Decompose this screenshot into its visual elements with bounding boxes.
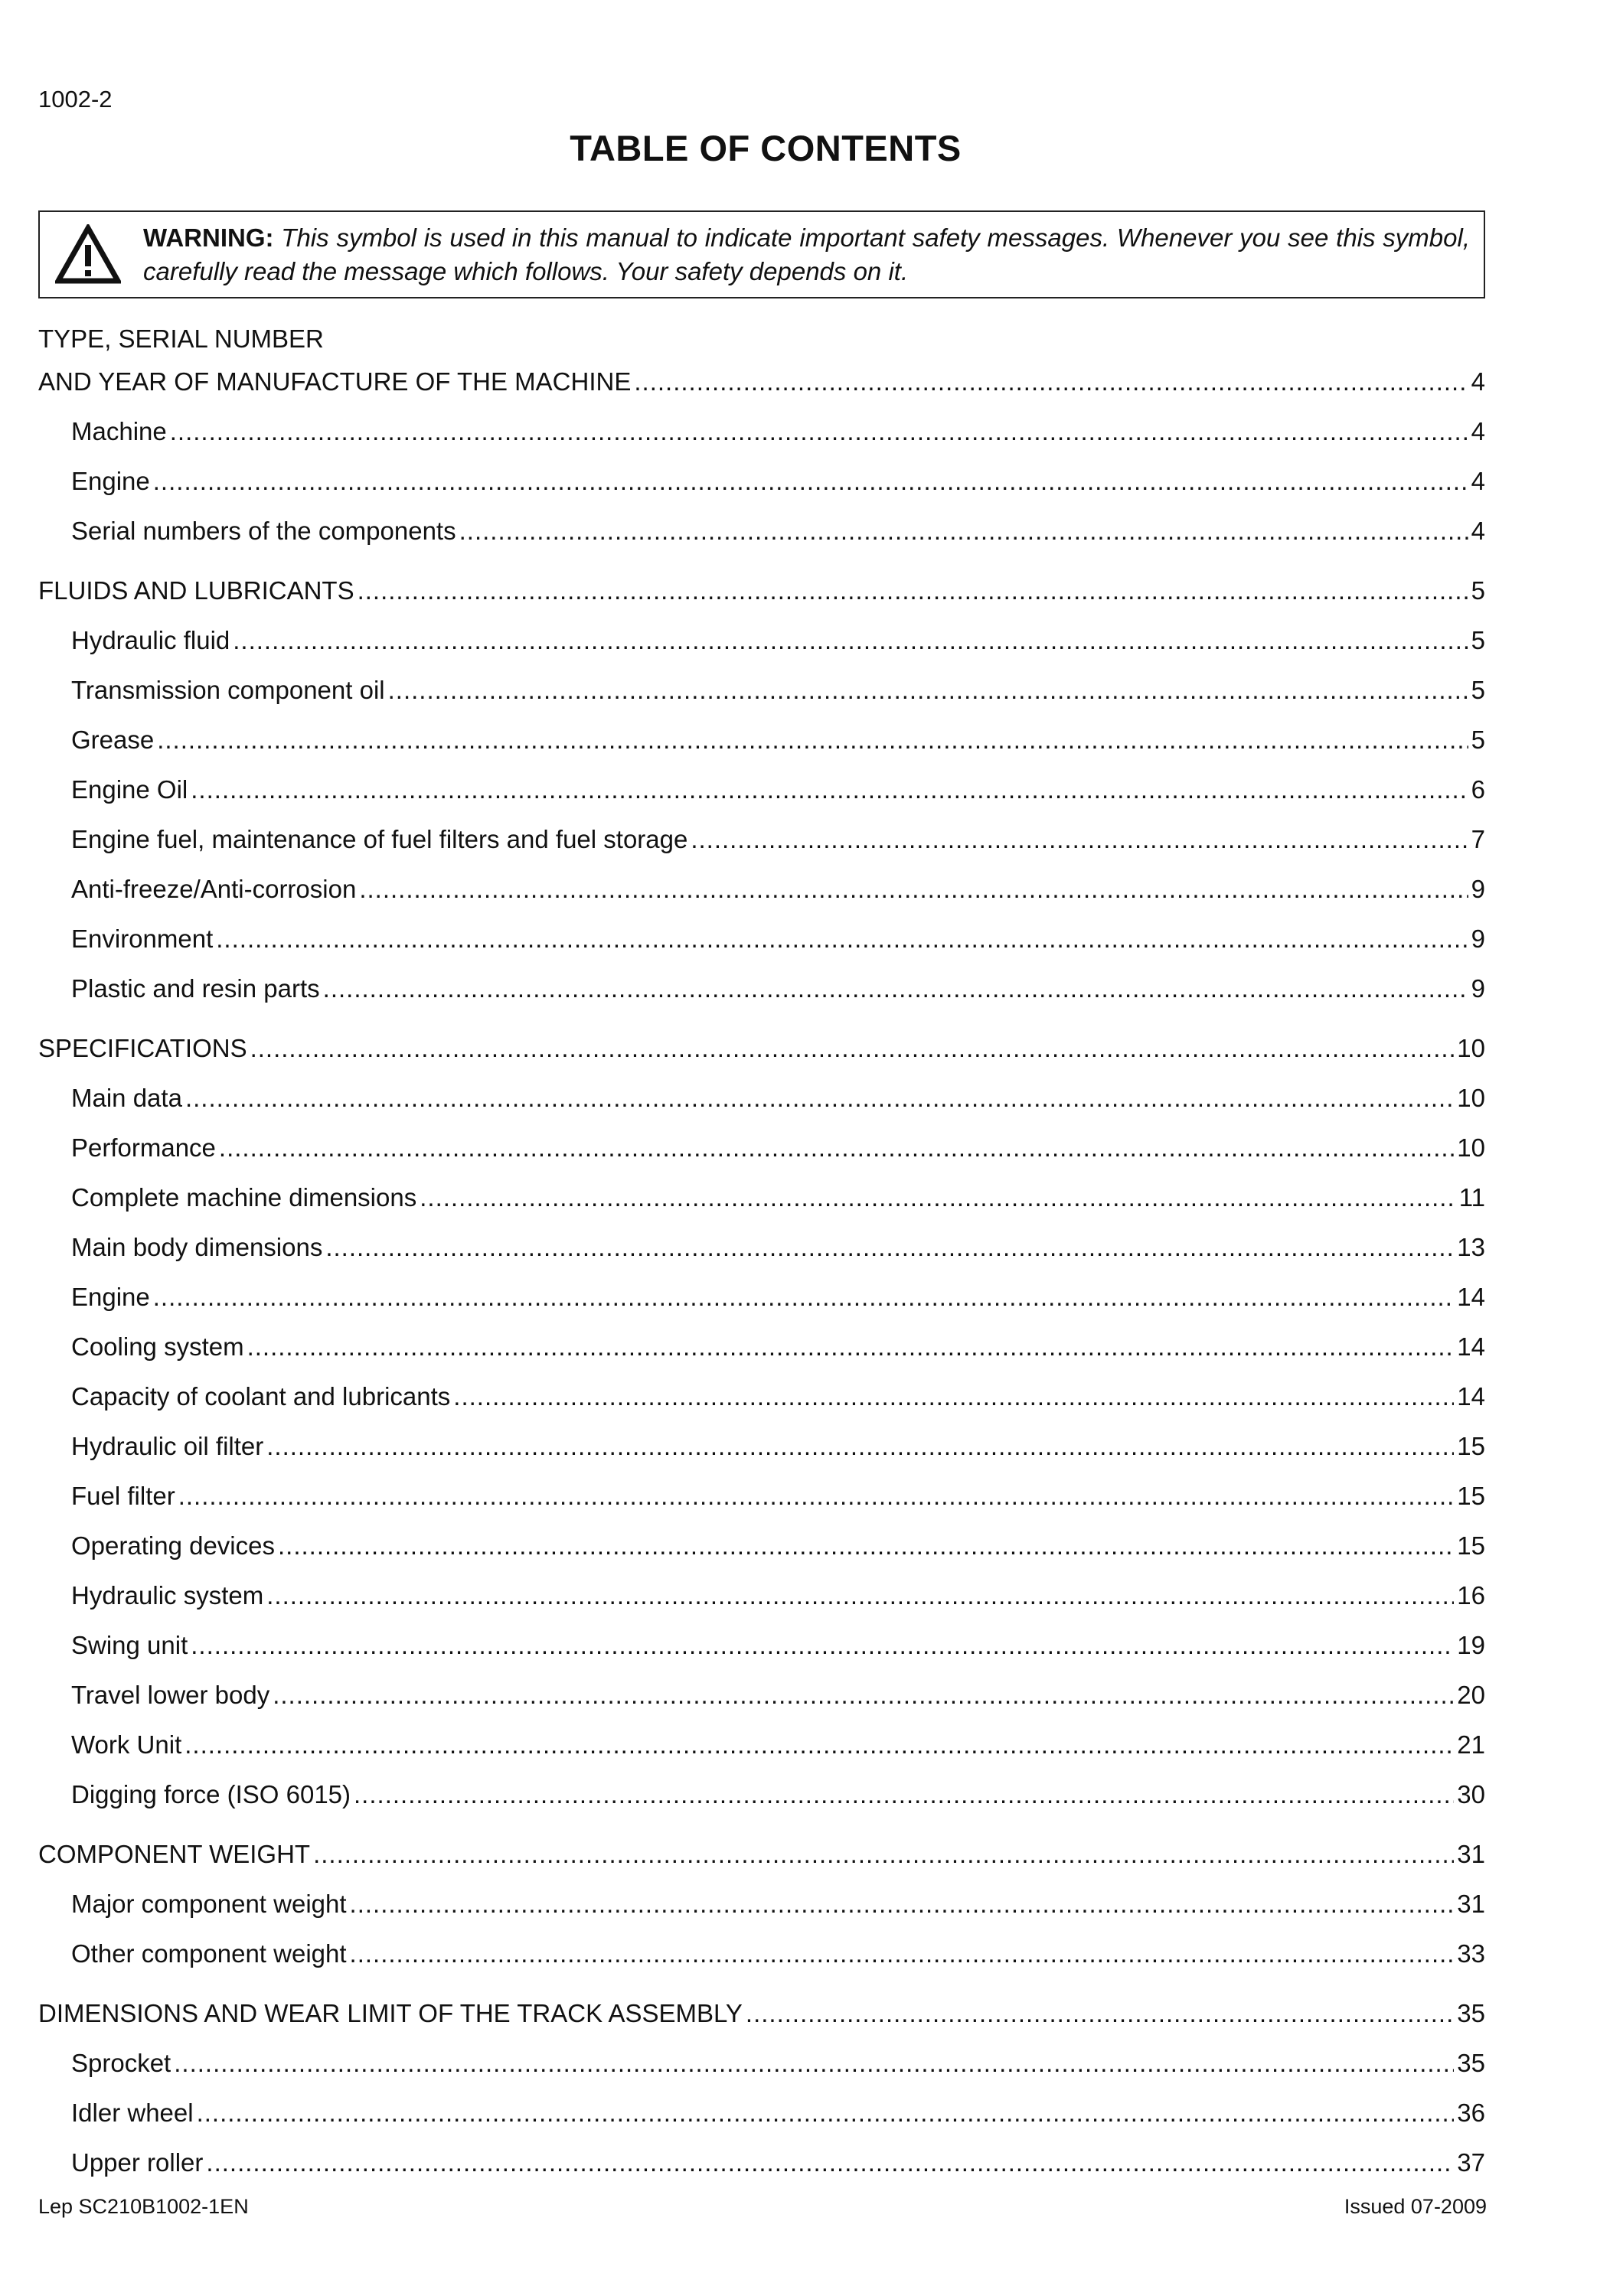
toc-entry-page: 14 xyxy=(1457,1283,1485,1311)
toc-subsection-entry[interactable] xyxy=(38,1172,1485,1222)
toc-leader-dots xyxy=(420,1172,1456,1222)
toc-subsection-entry[interactable] xyxy=(38,615,1485,665)
toc-entry-page: 6 xyxy=(1471,775,1485,804)
toc-subsection-entry[interactable] xyxy=(38,1471,1485,1521)
toc-entry-page: 15 xyxy=(1457,1531,1485,1560)
toc-entry-label: Environment xyxy=(71,925,214,953)
toc-entry-page: 7 xyxy=(1471,825,1485,853)
toc-leader-dots xyxy=(459,506,1468,556)
toc-subsection-entry[interactable] xyxy=(38,406,1485,456)
toc-subsection-entry[interactable] xyxy=(38,864,1485,914)
toc-leader-dots xyxy=(153,456,1468,506)
toc-leader-dots xyxy=(388,665,1468,715)
toc-leader-dots xyxy=(185,1720,1454,1769)
toc-leader-dots xyxy=(350,1879,1455,1929)
toc-subsection-entry[interactable] xyxy=(38,964,1485,1013)
toc-entry-label: Other component weight xyxy=(71,1939,347,1968)
toc-entry-page: 14 xyxy=(1457,1382,1485,1411)
warning-text: This symbol is used in this manual to indicate important safety messages. Whenever you see this symbol, carefully read the message which follows. Your safety depends on it. xyxy=(143,223,1470,285)
toc-leader-dots xyxy=(233,615,1468,665)
toc-entry-label: Machine xyxy=(71,417,167,445)
toc-entry-page: 11 xyxy=(1458,1183,1485,1212)
toc-leader-dots xyxy=(206,2138,1454,2187)
toc-subsection-entry[interactable] xyxy=(38,506,1485,556)
toc-subsection-entry[interactable] xyxy=(38,715,1485,765)
toc-entry-label: FLUIDS AND LUBRICANTS xyxy=(38,576,354,605)
toc-entry-page: 33 xyxy=(1457,1939,1485,1968)
warning-message xyxy=(143,221,1470,289)
toc-entry-label: Work Unit xyxy=(71,1730,182,1759)
toc-leader-dots xyxy=(634,357,1468,406)
toc-entry-page: 5 xyxy=(1471,726,1485,754)
toc-entry-page: 4 xyxy=(1471,367,1485,396)
toc-entry-page: 4 xyxy=(1471,467,1485,495)
toc-subsection-entry[interactable] xyxy=(38,1720,1485,1769)
toc-section-entry[interactable] xyxy=(38,1023,1485,1073)
toc-leader-dots xyxy=(313,1829,1454,1879)
toc-entry-page: 30 xyxy=(1457,1780,1485,1808)
toc-entry-label: Swing unit xyxy=(71,1631,188,1659)
toc-entry-page: 36 xyxy=(1457,2099,1485,2127)
toc-entry-page: 13 xyxy=(1457,1233,1485,1261)
toc-section-entry[interactable] xyxy=(38,357,1485,406)
toc-subsection-entry[interactable] xyxy=(38,914,1485,964)
toc-subsection-entry[interactable] xyxy=(38,1620,1485,1670)
toc-entry-page: 15 xyxy=(1457,1482,1485,1510)
toc-entry-page: 5 xyxy=(1471,626,1485,654)
toc-entry-label: Engine fuel, maintenance of fuel filters and fuel storage xyxy=(71,825,688,853)
toc-leader-dots xyxy=(358,566,1468,615)
toc-entry-page: 9 xyxy=(1471,925,1485,953)
toc-subsection-entry[interactable] xyxy=(38,1570,1485,1620)
toc-entry-page: 31 xyxy=(1457,1840,1485,1868)
toc-subsection-entry[interactable] xyxy=(38,1073,1485,1123)
toc-leader-dots xyxy=(197,2088,1455,2138)
document-code: Lep SC210B1002-1EN xyxy=(38,2195,249,2218)
toc-subsection-entry[interactable] xyxy=(38,1521,1485,1570)
toc-entry-page: 35 xyxy=(1457,1999,1485,2027)
toc-entry-label: Serial numbers of the components xyxy=(71,517,456,545)
toc-subsection-entry[interactable] xyxy=(38,1929,1485,1978)
toc-leader-dots xyxy=(453,1371,1454,1421)
toc-leader-dots xyxy=(266,1421,1454,1471)
toc-subsection-entry[interactable] xyxy=(38,1371,1485,1421)
toc-leader-dots xyxy=(153,1272,1455,1322)
toc-entry-label: Hydraulic fluid xyxy=(71,626,230,654)
toc-entry-page: 10 xyxy=(1457,1084,1485,1112)
toc-leader-dots xyxy=(691,814,1468,864)
toc-leader-dots xyxy=(266,1570,1454,1620)
toc-entry-label: Complete machine dimensions xyxy=(71,1183,417,1212)
toc-entry-label: Transmission component oil xyxy=(71,676,385,704)
toc-entry-label: Idler wheel xyxy=(71,2099,194,2127)
page-title: TABLE OF CONTENTS xyxy=(570,128,962,168)
toc-leader-dots xyxy=(323,964,1468,1013)
toc-leader-dots xyxy=(216,914,1468,964)
warning-triangle-icon xyxy=(55,224,121,285)
toc-entry-label: Operating devices xyxy=(71,1531,275,1560)
toc-entry-page: 4 xyxy=(1471,517,1485,545)
toc-entry-label: Performance xyxy=(71,1133,216,1162)
toc-entry-page: 10 xyxy=(1457,1133,1485,1162)
toc-entry-page: 10 xyxy=(1457,1034,1485,1062)
toc-entry-label: Plastic and resin parts xyxy=(71,974,320,1003)
toc-entry-label: Fuel filter xyxy=(71,1482,175,1510)
toc-entries xyxy=(38,357,1485,2187)
toc-entry-label: Engine xyxy=(71,1283,150,1311)
toc-subsection-entry[interactable] xyxy=(38,2138,1485,2187)
toc-subsection-entry[interactable] xyxy=(38,1421,1485,1471)
toc-entry-label: Travel lower body xyxy=(71,1681,270,1709)
toc-entry-label: Hydraulic system xyxy=(71,1581,264,1609)
toc-leader-dots xyxy=(191,1620,1454,1670)
toc-subsection-entry[interactable] xyxy=(38,665,1485,715)
toc-subsection-entry[interactable] xyxy=(38,2088,1485,2138)
toc-subsection-entry[interactable] xyxy=(38,456,1485,506)
toc-leader-dots xyxy=(157,715,1468,765)
toc-section-entry[interactable] xyxy=(38,566,1485,615)
toc-leader-dots xyxy=(174,2038,1454,2088)
toc-leader-dots xyxy=(325,1222,1454,1272)
toc-entry-page: 21 xyxy=(1457,1730,1485,1759)
toc-entry-page: 31 xyxy=(1457,1890,1485,1918)
toc-subsection-entry[interactable] xyxy=(38,2038,1485,2088)
page-number: 1002-2 xyxy=(38,86,113,113)
toc-entry-page: 9 xyxy=(1471,974,1485,1003)
issue-date: Issued 07-2009 xyxy=(1344,2195,1487,2218)
toc-leader-dots xyxy=(354,1769,1454,1819)
toc-entry-label: Sprocket xyxy=(71,2049,171,2077)
warning-label: WARNING: xyxy=(143,223,274,252)
toc-entry-label: Grease xyxy=(71,726,155,754)
toc-leader-dots xyxy=(247,1322,1455,1371)
toc-leader-dots xyxy=(746,1988,1454,2038)
toc-entry-page: 35 xyxy=(1457,2049,1485,2077)
toc-entry-label: Upper roller xyxy=(71,2148,204,2177)
toc-entry-label: DIMENSIONS AND WEAR LIMIT OF THE TRACK ASSEMBLY xyxy=(38,1999,743,2027)
toc-entry-label: Digging force (ISO 6015) xyxy=(71,1780,351,1808)
toc-leader-dots xyxy=(185,1073,1454,1123)
toc-subsection-entry[interactable] xyxy=(38,765,1485,814)
toc-subsection-entry[interactable] xyxy=(38,1123,1485,1172)
toc-leader-dots xyxy=(359,864,1468,914)
toc-entry-label: Engine xyxy=(71,467,150,495)
warning-box xyxy=(38,210,1485,298)
toc-leader-dots xyxy=(178,1471,1455,1521)
toc-entry-page: 15 xyxy=(1457,1432,1485,1460)
toc-entry-label: Capacity of coolant and lubricants xyxy=(71,1382,451,1411)
toc-entry-label: COMPONENT WEIGHT xyxy=(38,1840,311,1868)
toc-entry-page: 4 xyxy=(1471,417,1485,445)
toc-subsection-entry[interactable] xyxy=(38,1879,1485,1929)
toc-entry-page: 20 xyxy=(1457,1681,1485,1709)
toc-entry-label: AND YEAR OF MANUFACTURE OF THE MACHINE xyxy=(38,367,632,396)
toc-entry-label: Major component weight xyxy=(71,1890,347,1918)
toc-entry-page: 19 xyxy=(1457,1631,1485,1659)
toc-entry-label: SPECIFICATIONS xyxy=(38,1034,247,1062)
toc-entry-page: 5 xyxy=(1471,576,1485,605)
toc-heading-line: TYPE, SERIAL NUMBER xyxy=(38,325,324,353)
table-of-contents xyxy=(38,321,1485,2187)
toc-subsection-entry[interactable] xyxy=(38,1222,1485,1272)
toc-subsection-entry[interactable] xyxy=(38,814,1485,864)
toc-subsection-entry[interactable] xyxy=(38,1670,1485,1720)
toc-section-entry[interactable] xyxy=(38,1829,1485,1879)
toc-entry-label: Hydraulic oil filter xyxy=(71,1432,264,1460)
toc-subsection-entry[interactable] xyxy=(38,1322,1485,1371)
toc-entry-label: Cooling system xyxy=(71,1332,244,1361)
toc-entry-label: Main data xyxy=(71,1084,182,1112)
toc-entry-label: Main body dimensions xyxy=(71,1233,323,1261)
toc-entry-page: 5 xyxy=(1471,676,1485,704)
toc-entry-label: Anti-freeze/Anti-corrosion xyxy=(71,875,357,903)
toc-entry-label: Engine Oil xyxy=(71,775,188,804)
toc-leader-dots xyxy=(278,1521,1454,1570)
toc-subsection-entry[interactable] xyxy=(38,1272,1485,1322)
toc-subsection-entry[interactable] xyxy=(38,1769,1485,1819)
toc-leader-dots xyxy=(273,1670,1454,1720)
toc-entry-page: 37 xyxy=(1457,2148,1485,2177)
toc-entry-page: 9 xyxy=(1471,875,1485,903)
toc-leader-dots xyxy=(191,765,1468,814)
toc-leader-dots xyxy=(350,1929,1455,1978)
toc-leader-dots xyxy=(219,1123,1454,1172)
toc-leader-dots xyxy=(170,406,1468,456)
toc-entry-page: 14 xyxy=(1457,1332,1485,1361)
toc-section-entry[interactable] xyxy=(38,1988,1485,2038)
toc-leader-dots xyxy=(250,1023,1455,1073)
toc-entry-page: 16 xyxy=(1457,1581,1485,1609)
